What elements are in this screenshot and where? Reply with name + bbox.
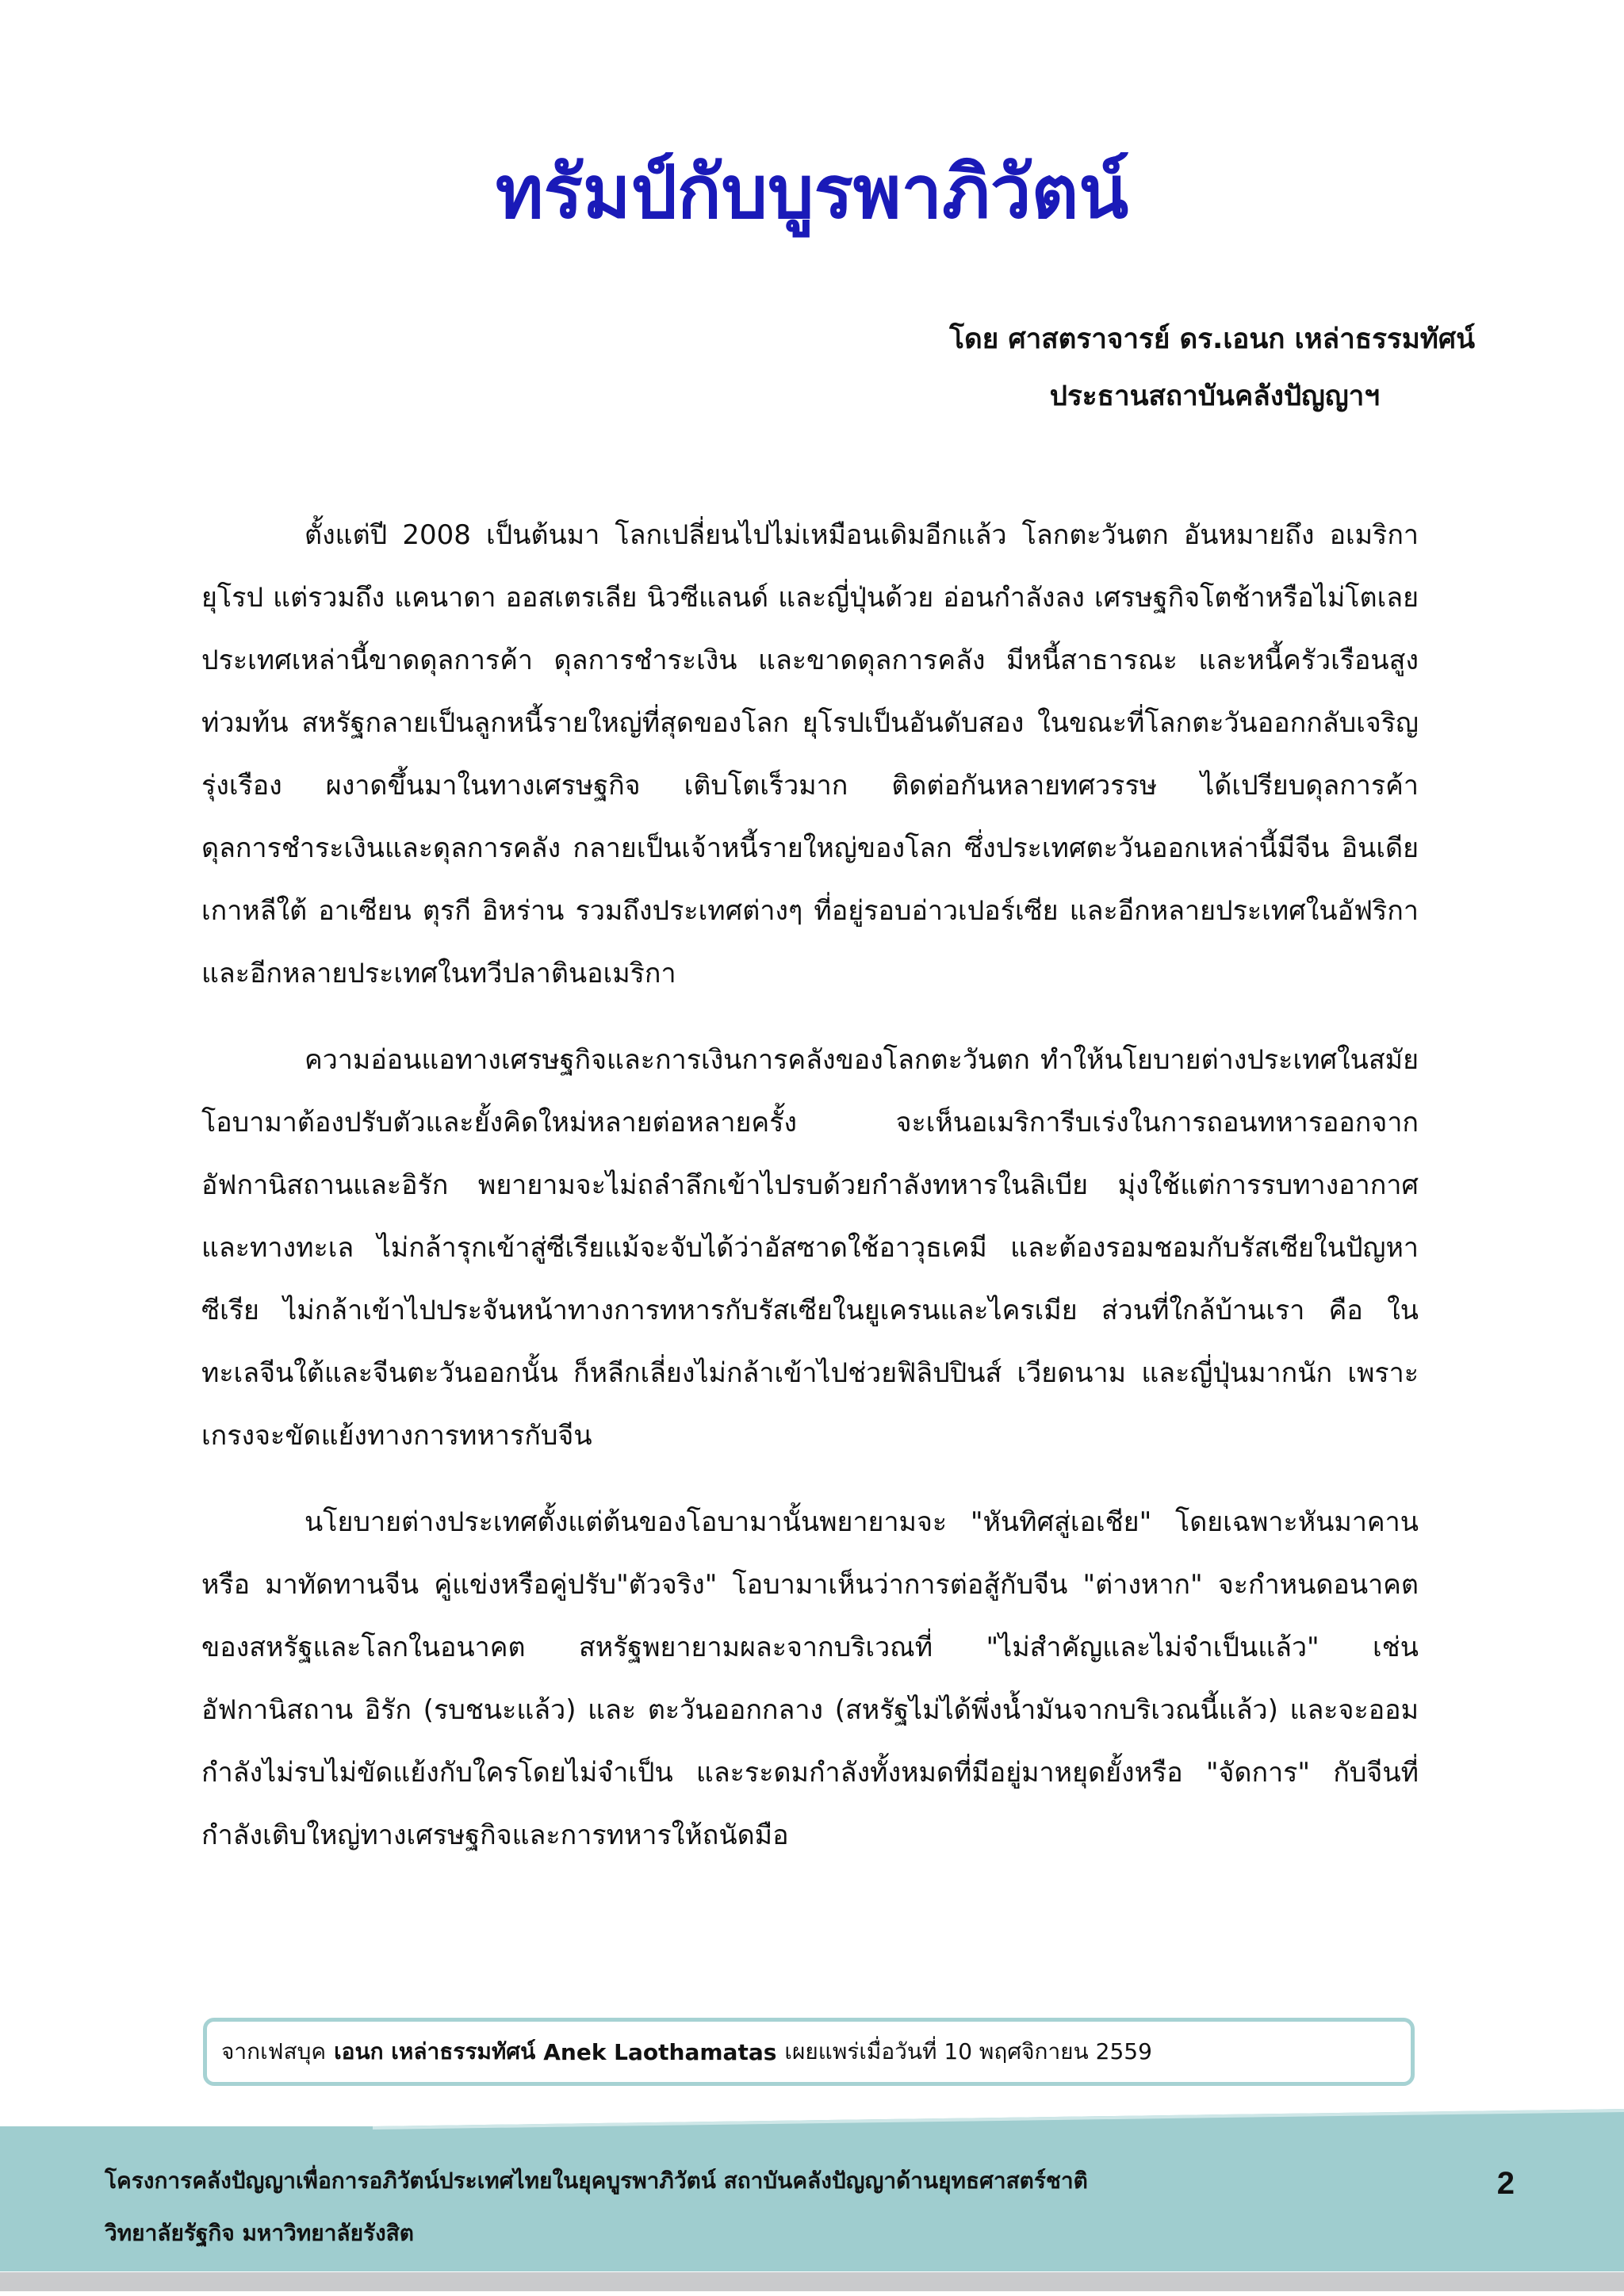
source-name-thai: เอนก เหล่าธรรมทัศน์ <box>334 2038 536 2064</box>
source-suffix: เผยแพร่เมื่อวันที่ 10 พฤศจิกายน 2559 <box>784 2038 1152 2064</box>
paragraph-2: ความอ่อนแอทางเศรษฐกิจและการเงินการคลังของโลกตะวันตก ทำให้นโยบายต่างประเทศในสมัยโอบามาต้องปรับตัวและยั้งคิดใหม่หลายต่อหลายครั้ง จะเห็นอเมริการีบเร่งในการถอนทหารออกจากอัฟกานิสถานและอิรัก พยายามจะไม่ถลำลึกเข้าไปรบด้วยกำลังทหารในลิเบีย มุ่งใช้แต่การรบทางอากาศและทางทะเล ไม่กล้ารุกเข้าสู่ซีเรียแม้จะจับได้ว่าอัสซาดใช้อาวุธเคมี และต้องรอมชอมกับรัสเซียในปัญหาซีเรีย ไม่กล้าเข้าไปประจันหน้าทางการทหารกับรัสเซียในยูเครนและไครเมีย ส่วนที่ใกล้บ้านเรา คือ ในทะเลจีนใต้และจีนตะวันออกนั้น ก็หลีกเลี่ยงไม่กล้าเข้าไปช่วยฟิลิปปินส์ เวียดนาม และญี่ปุ่นมากนัก เพราะเกรงจะขัดแย้งทางการทหารกับจีน <box>201 1044 1419 1452</box>
source-name-english: Anek Laothamatas <box>543 2038 777 2065</box>
source-prefix: จากเฟสบุค <box>221 2038 327 2064</box>
byline-role: ประธานสถาบันคลังปัญญาฯ <box>1049 381 1380 412</box>
footer-text <box>105 2155 1088 2260</box>
page-number: 2 <box>1496 2166 1515 2201</box>
paragraph-1: ตั้งแต่ปี 2008 เป็นต้นมา โลกเปลี่ยนไปไม่เหมือนเดิมอีกแล้ว โลกตะวันตก อันหมายถึง อเมริกา ยุโรป แต่รวมถึง แคนาดา ออสเตรเลีย นิวซีแลนด์ และญี่ปุ่นด้วย อ่อนกำลังลง เศรษฐกิจโตช้าหรือไม่โตเลย ประเทศเหล่านี้ขาดดุลการค้า ดุลการชำระเงิน และขาดดุลการคลัง มีหนี้สาธารณะ และหนี้ครัวเรือนสูงท่วมท้น สหรัฐกลายเป็นลูกหนี้รายใหญ่ที่สุดของโลก ยุโรปเป็นอันดับสอง ในขณะที่โลกตะวันออกกลับเจริญรุ่งเรือง ผงาดขึ้นมาในทางเศรษฐกิจ เติบโตเร็วมาก ติดต่อกันหลายทศวรรษ ได้เปรียบดุลการค้าดุลการชำระเงินและดุลการคลัง กลายเป็นเจ้าหนี้รายใหญ่ของโลก ซึ่งประเทศตะวันออกเหล่านี้มีจีน อินเดีย เกาหลีใต้ อาเซียน ตุรกี อิหร่าน รวมถึงประเทศต่างๆ ที่อยู่รอบอ่าวเปอร์เซีย และอีกหลายประเทศในอัฟริกา และอีกหลายประเทศในทวีปลาตินอเมริกา <box>201 519 1419 989</box>
byline-author: โดย ศาสตราจารย์ ดร.เอนก เหล่าธรรมทัศน์ <box>949 323 1475 355</box>
paragraph-3: นโยบายต่างประเทศตั้งแต่ต้นของโอบามานั้นพยายามจะ "หันทิศสู่เอเชีย" โดยเฉพาะหันมาคาน หรือ มาทัดทานจีน คู่แข่งหรือคู่ปรับ"ตัวจริง" โอบามาเห็นว่าการต่อสู้กับจีน "ต่างหาก" จะกำหนดอนาคตของสหรัฐและโลกในอนาคต สหรัฐพยายามผละจากบริเวณที่ "ไม่สำคัญและไม่จำเป็นแล้ว" เช่น อัฟกานิสถาน อิรัก (รบชนะแล้ว) และ ตะวันออกกลาง (สหรัฐไม่ได้พึ่งน้ำมันจากบริเวณนี้แล้ว) และจะออมกำลังไม่รบไม่ขัดแย้งกับใครโดยไม่จำเป็น และระดมกำลังทั้งหมดที่มีอยู่มาหยุดยั้งหรือ "จัดการ" กับจีนที่กำลังเติบใหญ่ทางเศรษฐกิจและการทหารให้ถนัดมือ <box>201 1506 1419 1851</box>
document-title: ทรัมป์กับบูรพาภิวัตน์ <box>495 150 1129 235</box>
footer-line-2: วิทยาลัยรัฐกิจ มหาวิทยาลัยรังสิต <box>105 2220 414 2246</box>
source-note-box <box>203 2018 1415 2086</box>
footer-line-1: โครงการคลังปัญญาเพื่อการอภิวัตน์ประเทศไทยในยุคบูรพาภิวัตน์ สถาบันคลังปัญญาด้านยุทธศาสตร์ชาติ <box>105 2168 1088 2194</box>
byline <box>949 311 1475 425</box>
bottom-bar <box>0 2272 1624 2291</box>
page-footer <box>0 2093 1624 2271</box>
article-body <box>201 504 1419 1891</box>
